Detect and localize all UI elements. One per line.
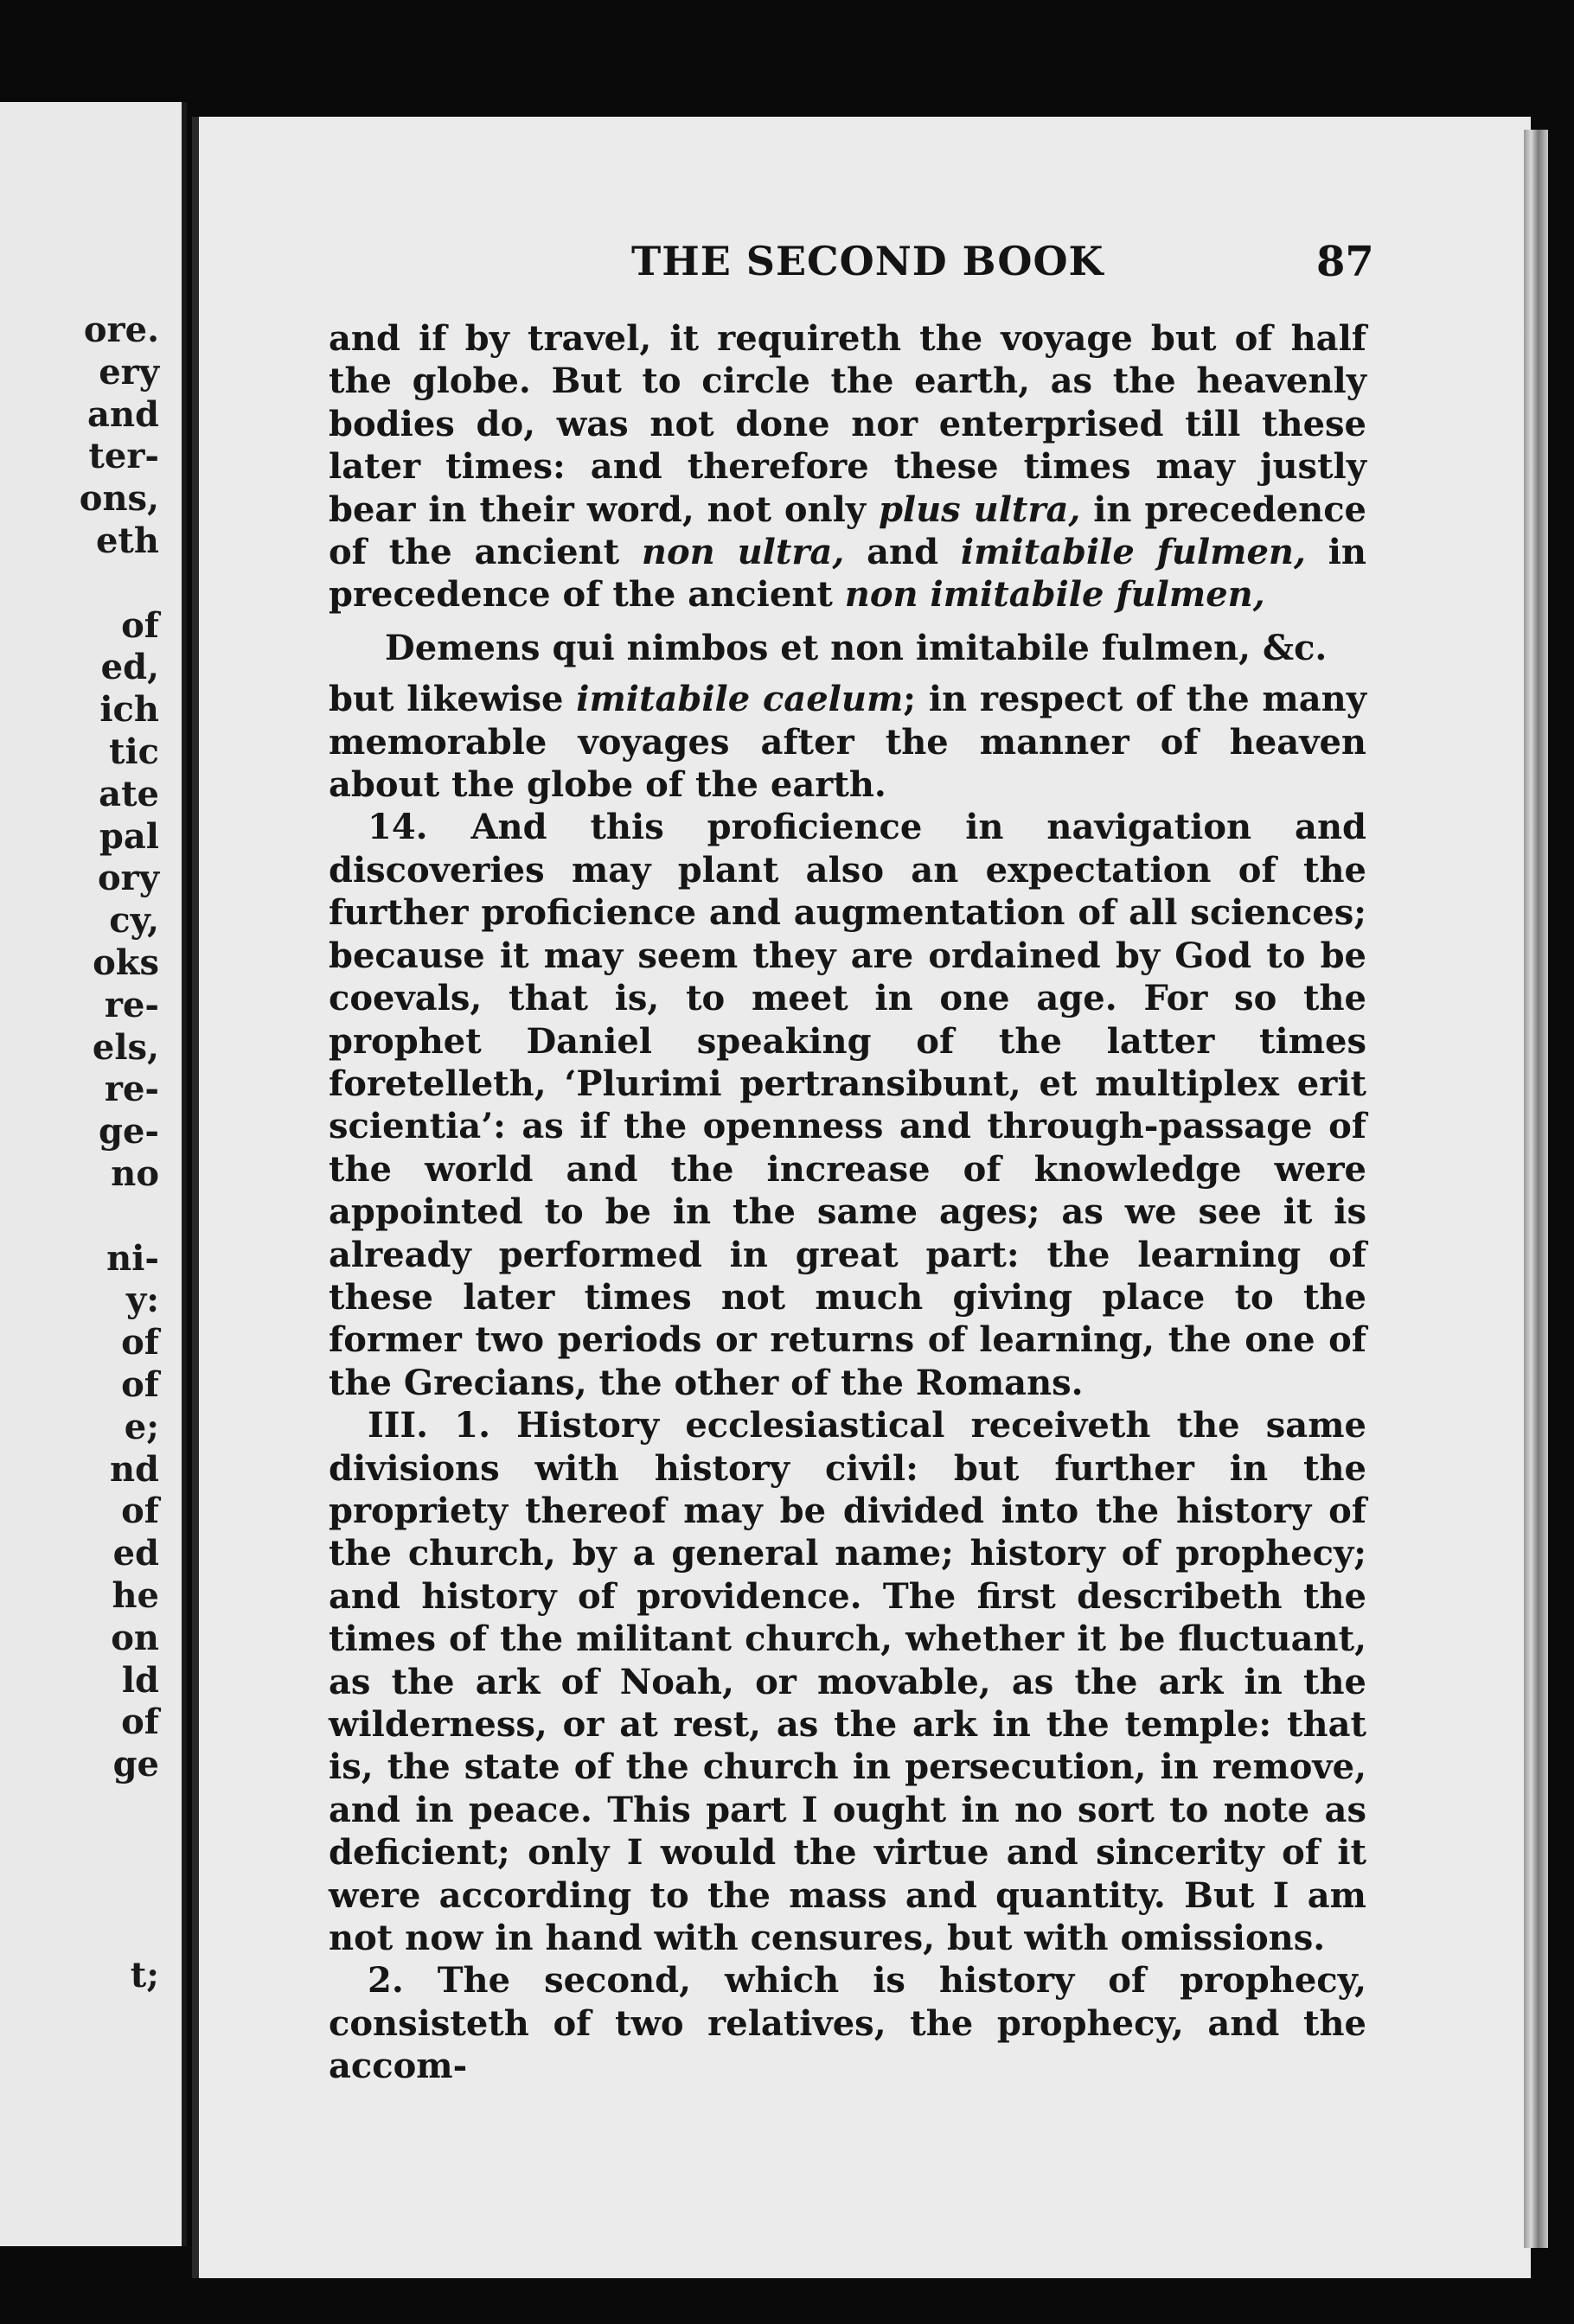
previous-page-line: and [87, 393, 159, 435]
text-run: and [844, 532, 961, 573]
previous-page-line: t; [130, 1955, 159, 1996]
page-number: 87 [1316, 238, 1374, 286]
previous-page-line: re- [104, 1069, 159, 1110]
previous-page-line: re- [104, 984, 159, 1025]
previous-page-fragment [0, 102, 187, 2246]
previous-page-line: of [121, 1322, 159, 1363]
previous-page-line: cy, [109, 900, 159, 942]
text-run: but likewise [329, 679, 577, 720]
paragraph-iii-1: III. 1. History ecclesiastical receiveth the same divisions with history civil: but further in the propriety thereof may be divided into the history of the church, by a general name; history of prophecy; and history of providence. The first describeth the times of the militant church, whether it be fluctuant, as the ark of Noah, or movable, as the ark in the wilderness, or at rest, as the ark in the temple: that is, the state of the church in persecution, in remove, and in peace. This part I ought in no sort to note as deficient; only I would the virtue and sincerity of it were according to the mass and quantity. But I am not now in hand with censures, but with omissions. [329, 1405, 1366, 1959]
latin-phrase: non imitabile fulmen, [844, 574, 1265, 616]
previous-page-line: e; [124, 1406, 159, 1447]
previous-page-line: oks [93, 942, 159, 983]
latin-phrase: plus ultra, [878, 488, 1081, 530]
previous-page-line: ore. [83, 310, 159, 350]
previous-page-line: y: [125, 1280, 159, 1321]
previous-page-line: els, [92, 1026, 159, 1068]
paragraph-14: 14. And this proficience in navigation and discoveries may plant also an expectation of the further proficience and augmentation of all sciences; because it may seem they are ordained by God to be coevals, that is, to meet in one age. For so the prophet Daniel speaking of the latter times foretelleth, ‘Plurimi pertransibunt, et multiplex erit scientia’: as if the openness and through-passage of the world and the increase of knowledge were appointed to be in the same ages; as we see it is already performed in great part: the learning of these later times not much giving place to the former two periods or returns of learning, the one of the Grecians, the other of the Romans. [329, 807, 1366, 1403]
paragraph-continued [329, 317, 1366, 616]
page-body [329, 317, 1366, 2088]
previous-page-line: ter- [88, 436, 159, 477]
previous-page-line: ory [98, 858, 159, 899]
latin-phrase: imitabile caelum [576, 679, 904, 720]
previous-page-line: on [111, 1617, 159, 1658]
text-run: in precedence of the ancient [329, 532, 1367, 616]
previous-page-line: ge- [98, 1111, 159, 1152]
page-edge [1524, 130, 1548, 2248]
previous-page-line: pal [99, 815, 159, 857]
text-run: ; in respect of the many memorable voyages after the manner of heaven about the globe of the earth. [329, 679, 1366, 806]
previous-page-line: ed [112, 1533, 159, 1574]
previous-page-line: of [121, 1364, 159, 1405]
previous-page-line: eth [95, 520, 159, 561]
paragraph [329, 678, 1366, 806]
previous-page-line: of [121, 1491, 159, 1532]
previous-page-line: of [121, 604, 159, 646]
previous-page-line: ate [99, 773, 159, 814]
text-run: in precedence of the ancient [329, 488, 1366, 573]
previous-page-line: of [121, 1702, 159, 1743]
previous-page-line: ge [112, 1744, 159, 1785]
book-page [192, 117, 1531, 2278]
page-header [199, 238, 1531, 290]
verse-quotation: Demens qui nimbos et non imitabile fulmen, &c. [385, 627, 1328, 668]
previous-page-line: ld [121, 1659, 159, 1701]
previous-page-line: ery [99, 351, 159, 393]
paragraph-2: 2. The second, which is history of prophecy, consisteth of two relatives, the prophecy, and the accom- [329, 1960, 1366, 2087]
previous-page-line: tic [108, 731, 159, 772]
previous-page-line: ed, [100, 647, 159, 688]
previous-page-line: no [111, 1153, 159, 1194]
previous-page-line: ons, [79, 478, 159, 520]
latin-phrase: imitabile fulmen, [960, 532, 1306, 573]
previous-page-line: nd [109, 1448, 159, 1490]
previous-page-line: ni- [106, 1237, 159, 1279]
running-head: THE SECOND BOOK [631, 238, 1104, 284]
latin-phrase: non ultra, [641, 532, 845, 573]
text-run: and if by travel, it requireth the voyage but of half the globe. But to circle the earth, as the heavenly bodies do, was not done nor enterprised till these later times: and therefore these times may justly bear in their word, not only [329, 318, 1366, 530]
previous-page-line: he [112, 1575, 159, 1616]
previous-page-line: ich [99, 689, 159, 731]
